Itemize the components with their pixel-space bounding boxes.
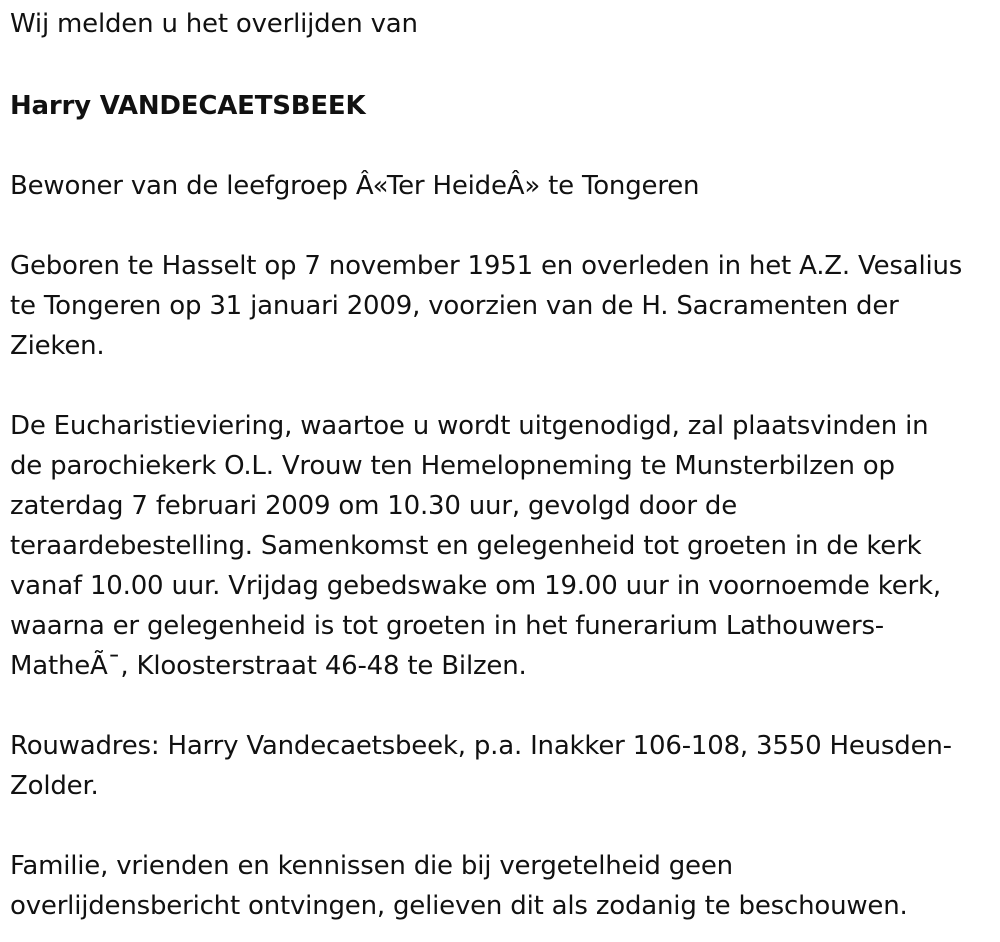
text-line: Rouwadres: Harry Vandecaetsbeek, p.a. Inakker 106-108, 3550 Heusden-	[10, 731, 952, 761]
text-line: zaterdag 7 februari 2009 om 10.30 uur, gevolgd door de	[10, 491, 738, 521]
text-line: waarna er gelegenheid is tot groeten in het funerarium Lathouwers-	[10, 611, 884, 641]
text-line: de parochiekerk O.L. Vrouw ten Hemelopneming te Munsterbilzen op	[10, 451, 895, 481]
text-line: overlijdensbericht ontvingen, gelieven dit als zodanig te beschouwen.	[10, 891, 908, 921]
text-line: teraardebestelling. Samenkomst en gelegenheid tot groeten in de kerk	[10, 531, 922, 561]
text-line: Familie, vrienden en kennissen die bij vergetelheid geen	[10, 851, 733, 881]
text-line: Zieken.	[10, 331, 105, 361]
deceased-name	[10, 86, 985, 126]
closing-paragraph	[10, 846, 985, 926]
address-paragraph	[10, 726, 985, 806]
residence-text	[10, 166, 985, 206]
text-line: vanaf 10.00 uur. Vrijdag gebedswake om 19.00 uur in voornoemde kerk,	[10, 571, 941, 601]
text-line: Geboren te Hasselt op 7 november 1951 en overleden in het A.Z. Vesalius	[10, 251, 963, 281]
text-line: Zolder.	[10, 771, 99, 801]
text-line: MatheÃ¯, Kloosterstraat 46-48 te Bilzen.	[10, 651, 527, 681]
text-line: De Eucharistieviering, waartoe u wordt uitgenodigd, zal plaatsvinden in	[10, 411, 929, 441]
intro-text	[10, 4, 985, 44]
name-line: Harry VANDECAETSBEEK	[10, 91, 366, 121]
ceremony-paragraph	[10, 406, 985, 686]
birth-death-paragraph	[10, 246, 985, 366]
residence-line: Bewoner van de leefgroep Â«Ter HeideÂ» te Tongeren	[10, 171, 700, 201]
intro-line: Wij melden u het overlijden van	[10, 9, 418, 39]
text-line: te Tongeren op 31 januari 2009, voorzien van de H. Sacramenten der	[10, 291, 899, 321]
